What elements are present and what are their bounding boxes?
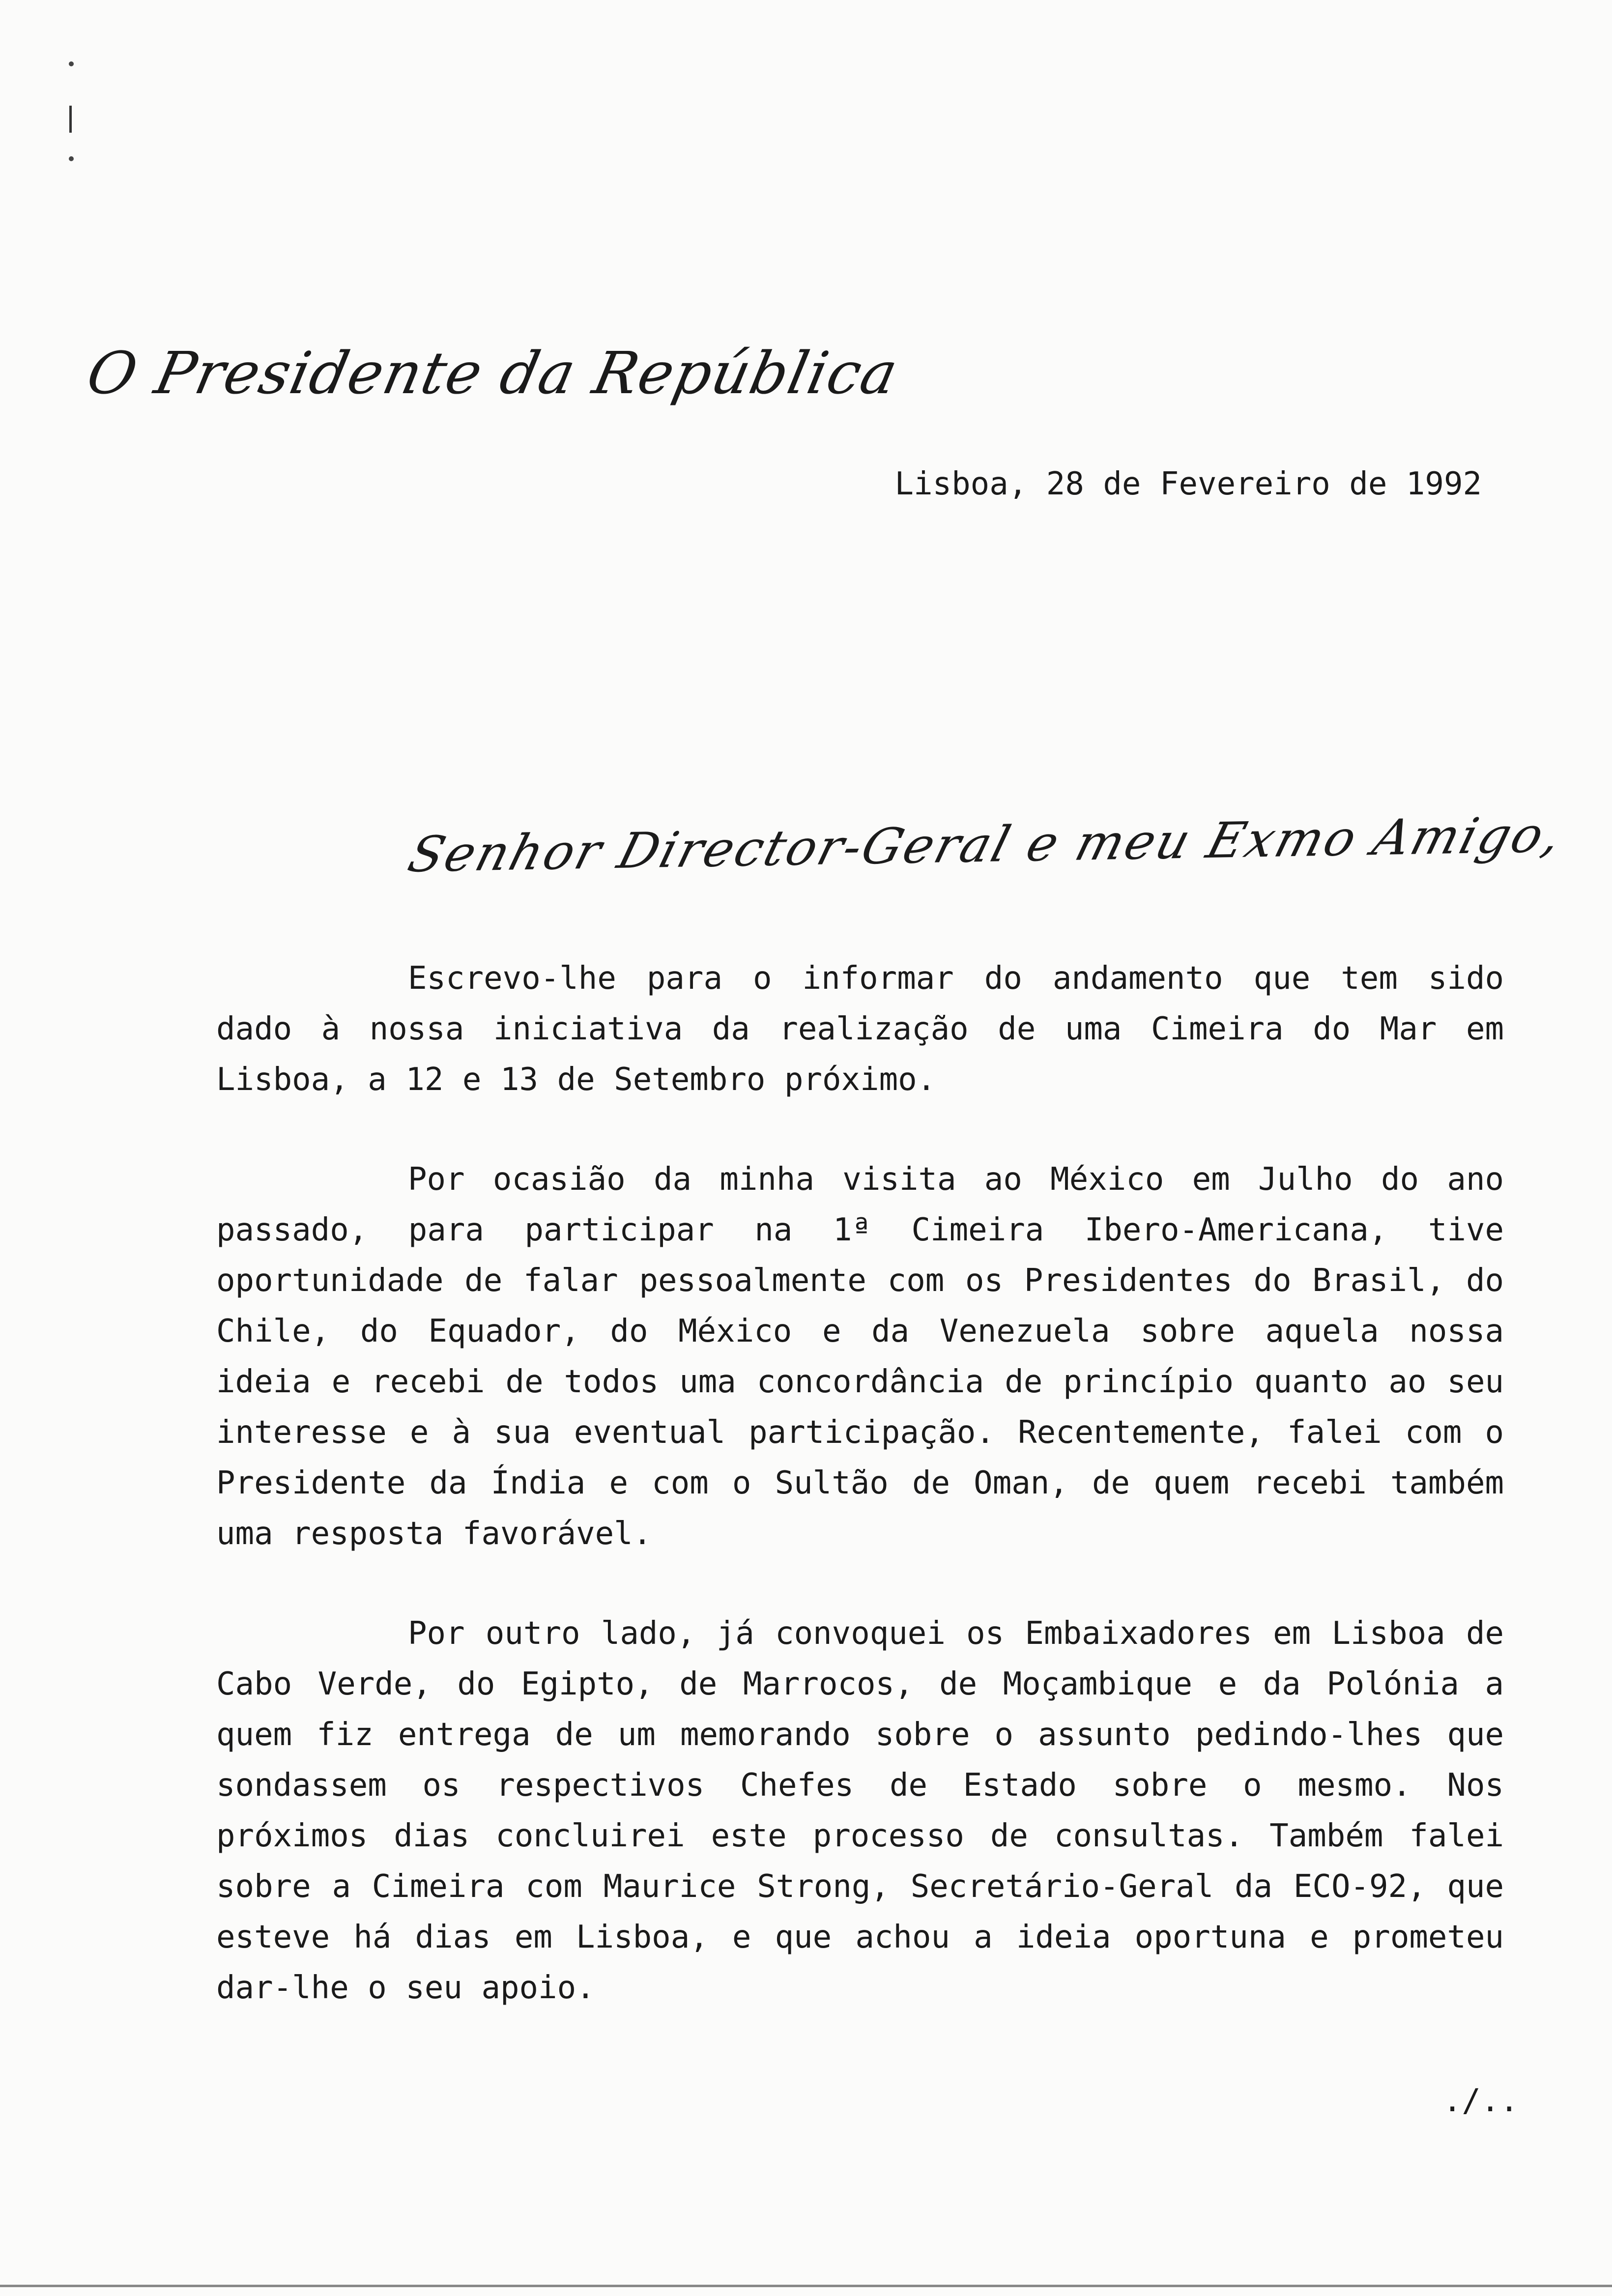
margin-mark <box>69 106 72 133</box>
letterhead-title: O Presidente da República <box>81 339 905 407</box>
paragraph-1: Escrevo-lhe para o informar do andamento que tem sido dado à nossa iniciativa da realização de uma Cimeira do Mar em Lisboa, a 12 e 13 de Setembro próximo. <box>216 960 1504 1098</box>
letter-body <box>216 953 1504 2063</box>
paragraph-3: Por outro lado, já convoquei os Embaixadores em Lisboa de Cabo Verde, do Egipto, de Marrocos, de Moçambique e da Polónia a quem fiz entrega de um memorando sobre o assunto pedindo-lhes que sondassem os respectivos Chefes de Estado sobre o mesmo. Nos próximos dias concluirei este processo de consultas. Também falei sobre a Cimeira com Maurice Strong, Secretário-Geral da ECO-92, que esteve há dias em Lisboa, e que achou a ideia oportuna e prometeu dar-lhe o seu apoio. <box>216 1615 1504 2006</box>
handwritten-salutation: Senhor Director-Geral e meu Exmo Amigo, <box>402 805 1570 884</box>
letter-date: Lisboa, 28 de Fevereiro de 1992 <box>894 466 1482 502</box>
margin-dot <box>69 156 74 161</box>
page-edge <box>0 2285 1612 2287</box>
paragraph-2: Por ocasião da minha visita ao México em Julho do ano passado, para participar na 1ª Cimeira Ibero-Americana, tive oportunidade de falar pessoalmente com os Presidentes do Brasil, do Chile, do Equador, do México e da Venezuela sobre aquela nossa ideia e recebi de todos uma concordância de princípio quanto ao seu interesse e à sua eventual participação. Recentemente, falei com o Presidente da Índia e com o Sultão de Oman, de quem recebi também uma resposta favorável. <box>216 1161 1504 1552</box>
margin-dot <box>69 61 74 66</box>
continuation-mark: ./.. <box>1442 2083 1519 2119</box>
